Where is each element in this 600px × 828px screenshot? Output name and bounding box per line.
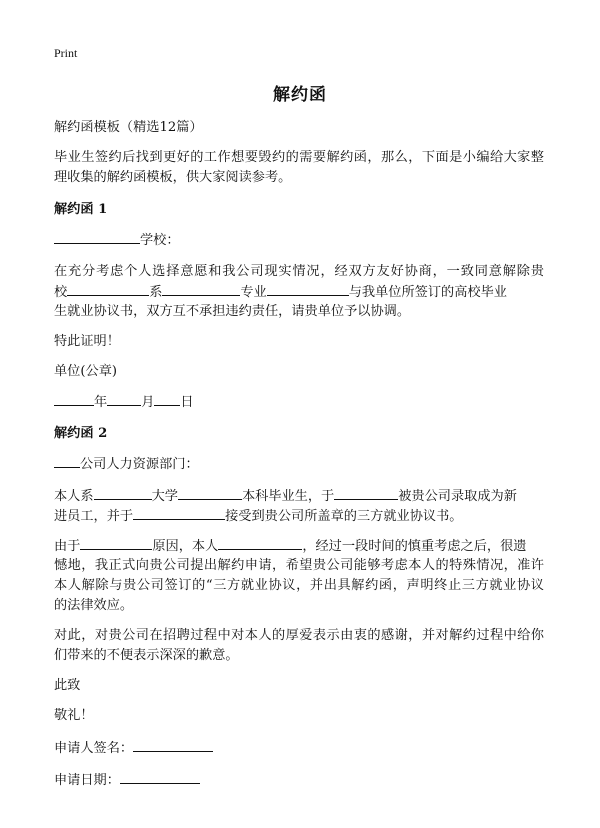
letter1-body-line-3: 生就业协议书，双方互不承担违约责任，请贵单位予以协调。 bbox=[54, 304, 411, 319]
blank-agreement-date bbox=[133, 506, 225, 520]
application-date-line: 申请日期： bbox=[54, 770, 200, 791]
blank-year bbox=[54, 392, 94, 406]
signature-line: 申请人签名： bbox=[54, 738, 213, 759]
letter2-p2-line-3: 本人解除与贵公司签订的“三方就业协议，并出具解约函，声明终止三方就业协议 bbox=[54, 578, 544, 593]
letter2-p2-line-4: 的法律效应。 bbox=[54, 598, 134, 613]
blank-company-name bbox=[54, 454, 80, 468]
blank-department bbox=[67, 282, 149, 296]
letter2-p1-line-1: 本人系 大学 本科毕业生，于 被贵公司录取成为新 bbox=[54, 486, 517, 507]
blank-application-date bbox=[120, 770, 200, 784]
letter1-addressee: 学校： bbox=[54, 230, 180, 251]
letter2-p2-line-1: 由于 原因，本人 ，经过一段时间的慎重考虑之后，很遗 bbox=[54, 536, 527, 557]
blank-major bbox=[267, 282, 349, 296]
letter1-certify: 特此证明！ bbox=[54, 334, 120, 349]
intro-line-1: 毕业生签约后找到更好的工作想要毁约的需要解约函，那么，下面是小编给大家整 bbox=[54, 150, 544, 165]
blank-university bbox=[178, 486, 242, 500]
letter1-body-line-1: 在充分考虑个人选择意愿和我公司现实情况，经双方友好协商，一致同意解除贵 bbox=[54, 264, 544, 279]
letter1-body-line-2: 校 系 专业 与我单位所签订的高校毕业 bbox=[54, 282, 507, 303]
letter2-p3-line-2: 们带来的不便表示深深的歉意。 bbox=[54, 648, 239, 663]
blank-department-2 bbox=[94, 486, 152, 500]
blank-signature bbox=[133, 738, 213, 752]
letter2-addressee: 公司人力资源部门： bbox=[54, 454, 199, 475]
blank-major-prefix bbox=[162, 282, 240, 296]
blank-school-name bbox=[54, 230, 140, 244]
letter2-p2-line-2: 憾地，我正式向贵公司提出解约申请，希望贵公司能够考虑本人的特殊情况，准许 bbox=[54, 558, 544, 573]
blank-month bbox=[107, 392, 141, 406]
blank-hire-date bbox=[334, 486, 398, 500]
blank-detail bbox=[218, 536, 302, 550]
print-link[interactable]: Print bbox=[54, 46, 78, 60]
closing-salutation: 此致 bbox=[54, 678, 81, 693]
letter1-unit-seal: 单位(公章) bbox=[54, 364, 118, 379]
intro-line-2: 理收集的解约函模板，供大家阅读参考。 bbox=[54, 170, 292, 185]
letter2-p1-line-2: 进员工，并于 接受到贵公司所盖章的三方就业协议书。 bbox=[54, 506, 463, 527]
letter1-heading: 解约函 1 bbox=[54, 202, 108, 217]
blank-reason bbox=[80, 536, 152, 550]
blank-day bbox=[154, 392, 180, 406]
page-title: 解约函 bbox=[273, 85, 327, 105]
letter2-p3-line-1: 对此，对贵公司在招聘过程中对本人的厚爱表示由衷的感谢，并对解约过程中给你 bbox=[54, 628, 544, 643]
letter2-heading: 解约函 2 bbox=[54, 426, 108, 441]
closing-regards: 敬礼！ bbox=[54, 708, 94, 723]
letter1-date: 年 月 日 bbox=[54, 392, 194, 413]
subtitle: 解约函模板（精选12篇） bbox=[54, 120, 203, 135]
